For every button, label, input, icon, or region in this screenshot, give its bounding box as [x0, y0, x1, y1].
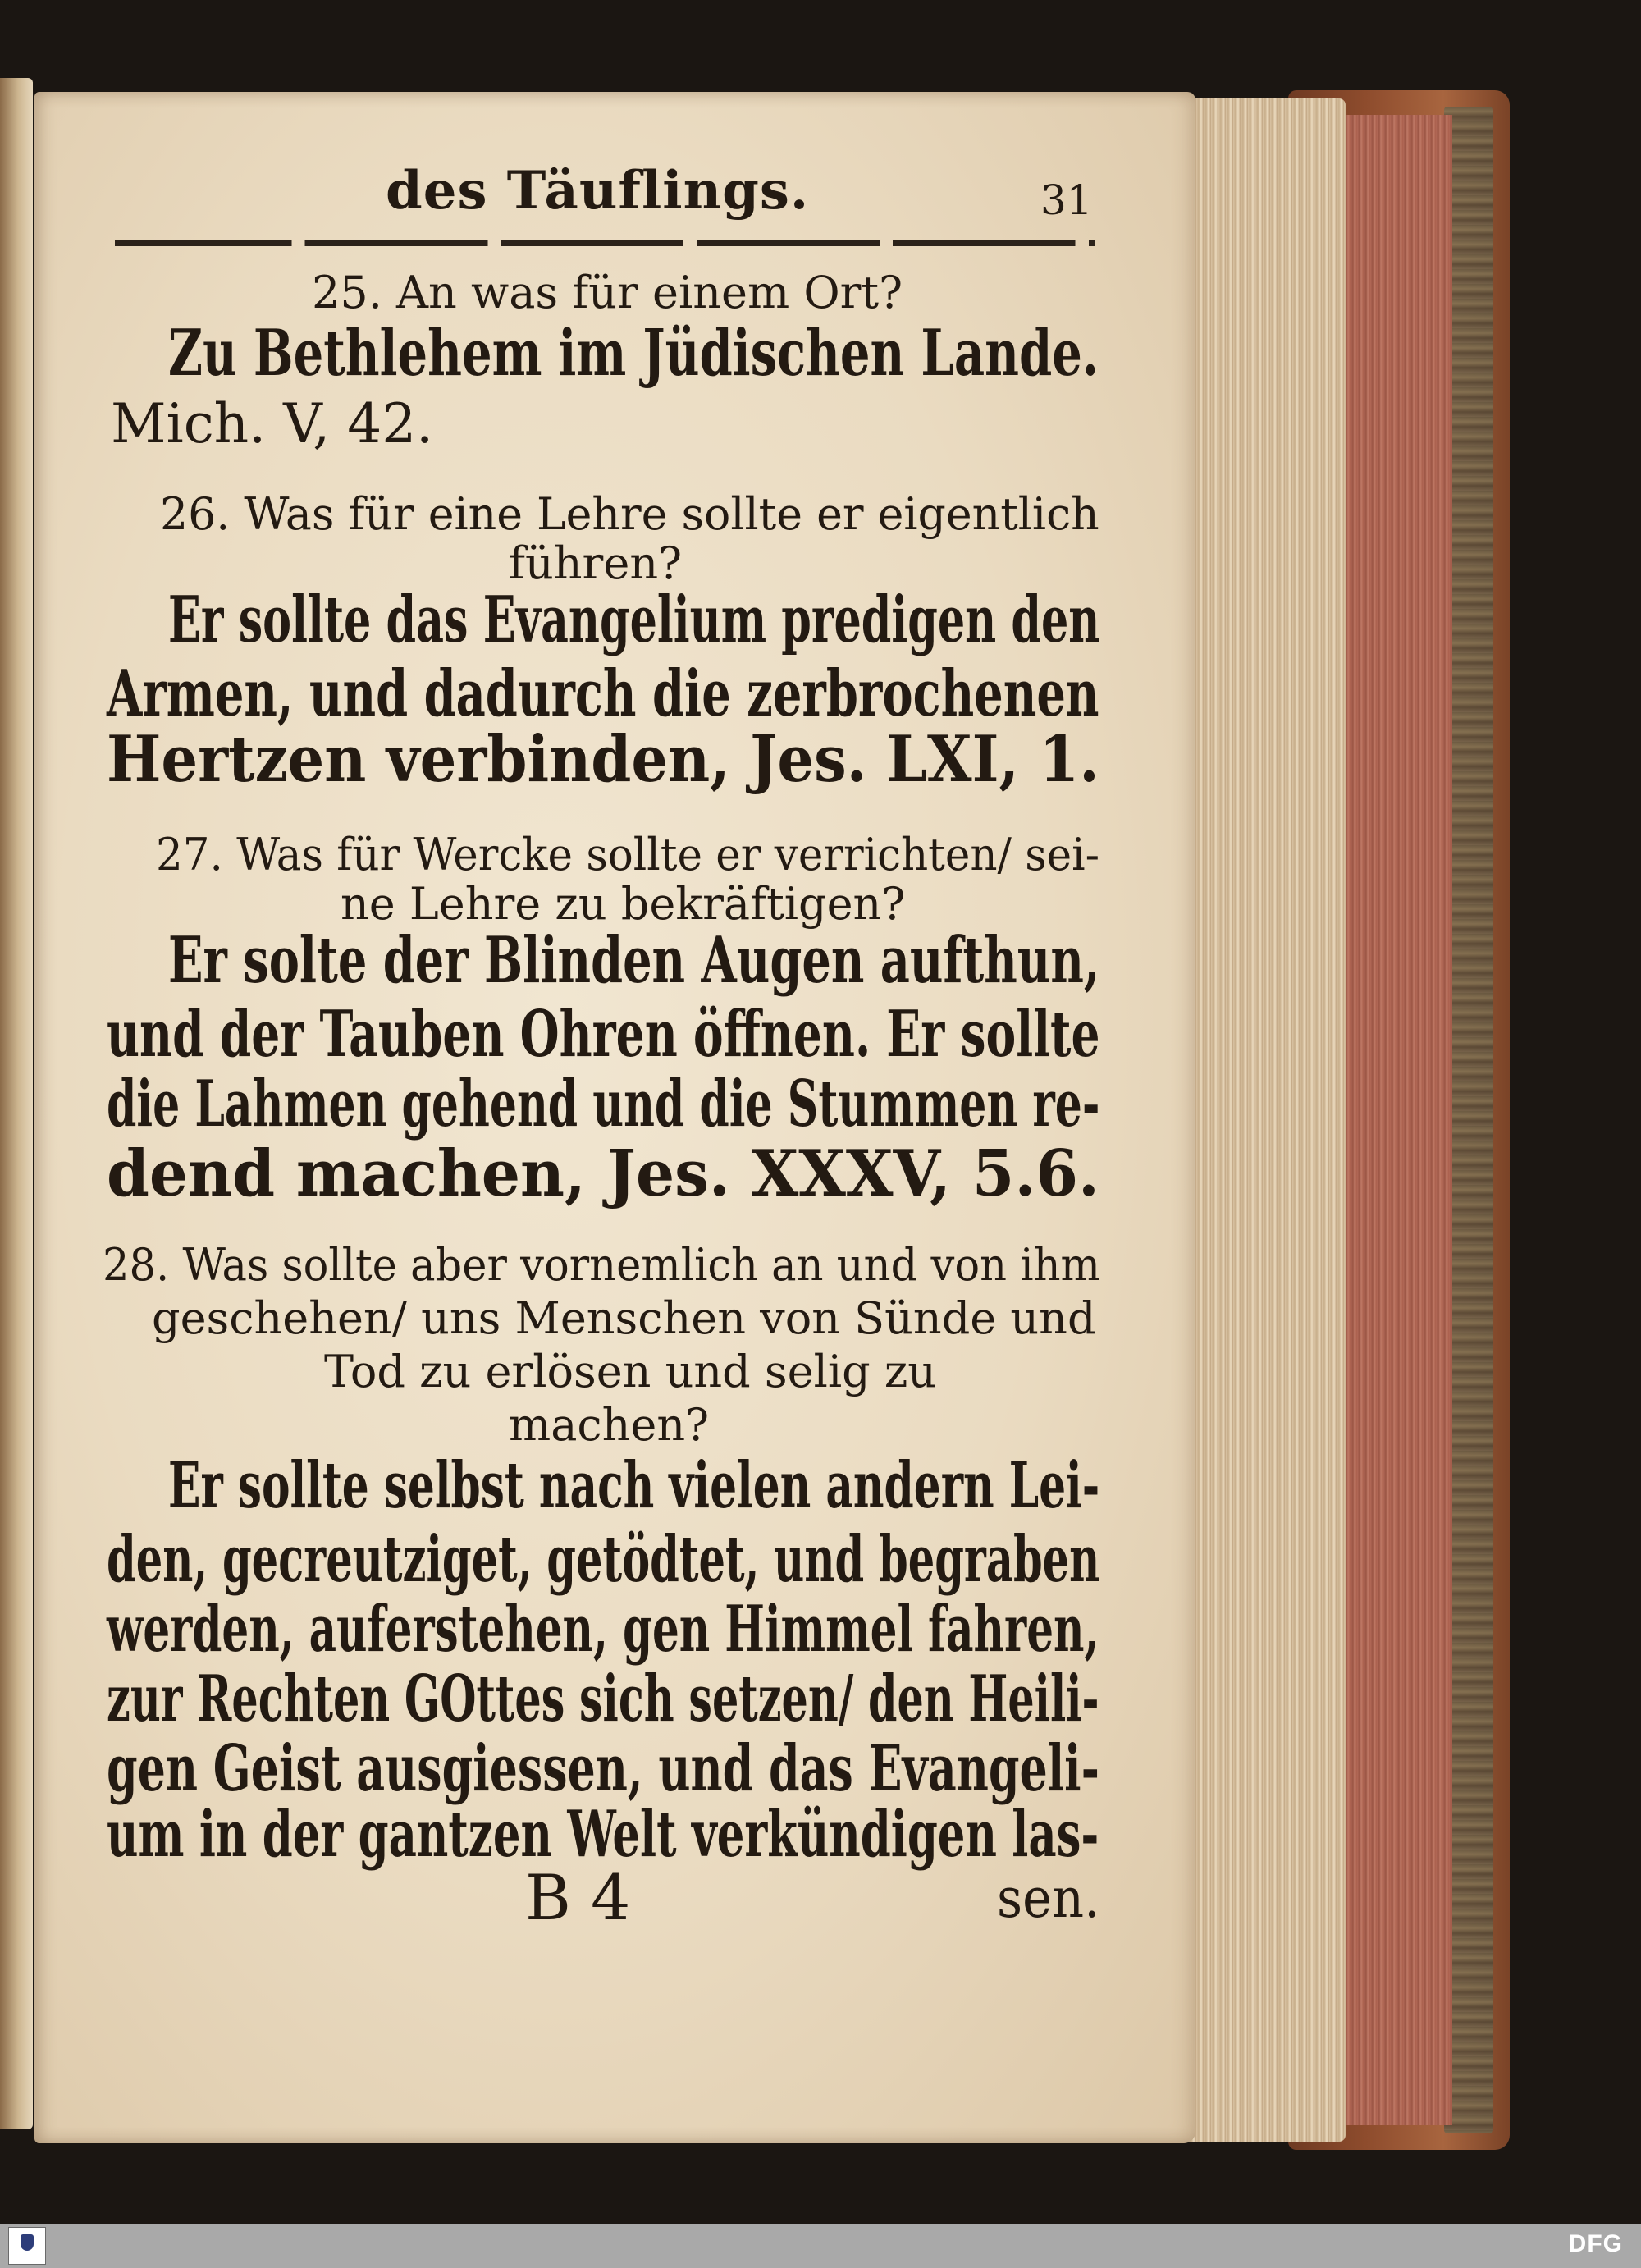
- answer-28-line-4: zur Rechten GOttes sich setzen/ den Heili-: [107, 1662, 1099, 1736]
- question-25-line-1: 25. An was für einem Ort?: [312, 267, 903, 318]
- answer-28-line-3: werden, auferstehen, gen Himmel fahren,: [107, 1592, 1099, 1667]
- answer-25-line-1: Zu Bethlehem im Jüdischen Lande.: [168, 316, 1099, 391]
- answer-26-line-3: Hertzen verbinden, Jes. LXI, 1.: [107, 722, 1099, 797]
- answer-27-line-4: dend machen, Jes. XXXV, 5.6.: [107, 1136, 1099, 1211]
- question-27-line-2: ne Lehre zu bekräftigen?: [341, 878, 906, 930]
- red-fore-edge: [1337, 115, 1452, 2125]
- answer-28-line-6: um in der gantzen Welt verkündigen las-: [107, 1797, 1099, 1872]
- viewer-footer: [0, 2224, 1641, 2268]
- question-28-line-2: geschehen/ uns Menschen von Sünde und: [152, 1292, 1096, 1344]
- answer-26-line-2: Armen, und dadurch die zerbrochenen: [107, 656, 1099, 731]
- dfg-logo[interactable]: DFG: [1568, 2230, 1623, 2257]
- previous-page-edge: [0, 78, 33, 2129]
- question-28-line-4: machen?: [509, 1399, 710, 1451]
- page-number: 31: [1040, 176, 1093, 224]
- signature-mark: B 4: [525, 1861, 631, 1934]
- library-logo-icon[interactable]: [8, 2227, 46, 2265]
- answer-28-line-1: Er sollte selbst nach vielen andern Lei-: [168, 1448, 1100, 1523]
- catchword: sen.: [997, 1867, 1100, 1930]
- running-head: des Täuflings.: [386, 160, 810, 222]
- question-26-line-1: 26. Was für eine Lehre sollte er eigentlich: [160, 488, 1099, 540]
- question-28-line-1: 28. Was sollte aber vornemlich an und von ihm: [103, 1239, 1100, 1291]
- answer-28-line-2: den, gecreutziget, getödtet, und begraben: [107, 1522, 1100, 1597]
- answer-27-line-3: die Lahmen gehend und die Stummen re-: [107, 1067, 1100, 1141]
- header-rule: [115, 240, 1095, 246]
- page-stack: [1182, 98, 1346, 2142]
- question-28-line-3: Tod zu erlösen und selig zu: [324, 1346, 937, 1397]
- answer-27-line-2: und der Tauben Ohren öffnen. Er sollte: [107, 997, 1100, 1072]
- answer-26-line-1: Er sollte das Evangelium predigen den: [168, 583, 1100, 657]
- reference-25: Mich. V, 42.: [111, 392, 434, 455]
- question-27-line-1: 27. Was für Wercke sollte er verrichten/ sei-: [156, 829, 1100, 880]
- question-26-line-2: führen?: [509, 537, 683, 589]
- answer-28-line-5: gen Geist ausgiessen, und das Evangeli-: [107, 1731, 1099, 1806]
- answer-27-line-1: Er solte der Blinden Augen aufthun,: [168, 923, 1100, 998]
